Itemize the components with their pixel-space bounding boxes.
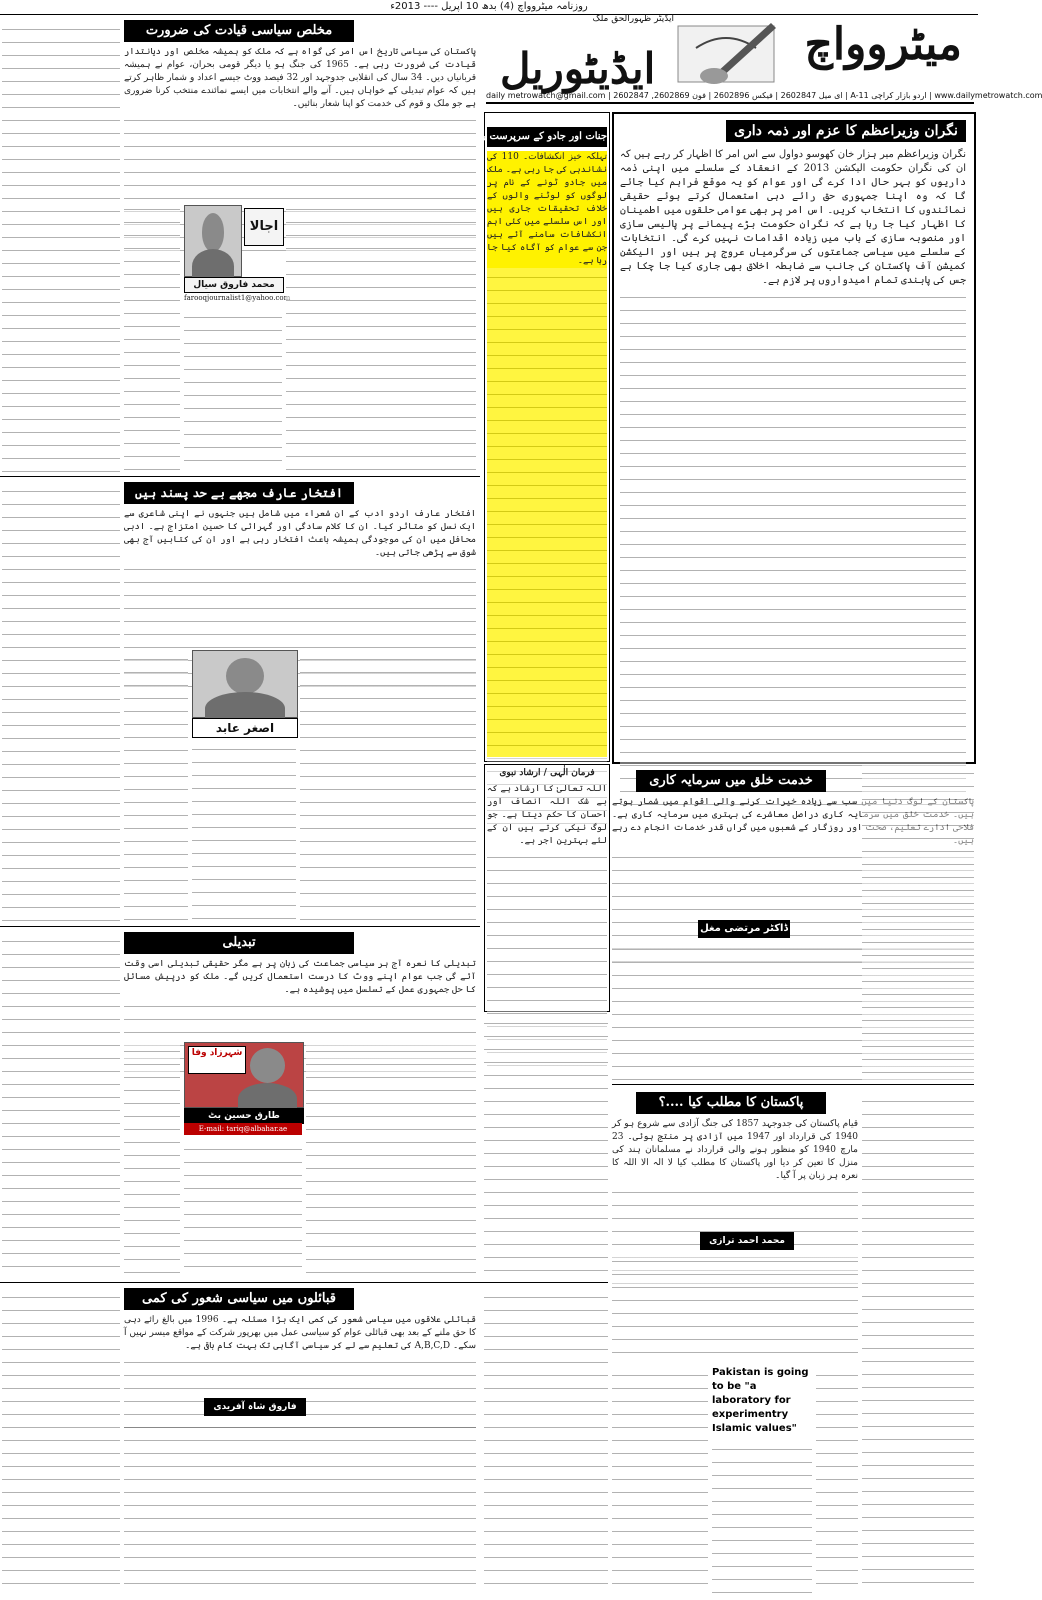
dateline: روزنامہ میٹروواچ (4) بدھ 10 اپریل ---- 2013ء (0, 0, 978, 15)
column-body-5b (612, 1252, 858, 1362)
text-filler (124, 200, 180, 472)
hadith-box (484, 764, 610, 1012)
yellow-story-box (478, 112, 610, 762)
text-filler (862, 764, 974, 1080)
column-body-5c (612, 1366, 708, 1594)
column-text-3: پاکستان کے لوگ دنیا میں سب سے زیادہ خیرات کرنے والی اقوام میں شمار ہوتے ہیں۔ خدمت خلق میں سرمایہ کاری دراصل معاشرے کی بہتری میں سرمایہ کاری ہے۔ فلاحی ادارے تعلیم، صحت اور روزگار کے شعبوں میں گراں قدر خدمات انجام دے رہے ہیں۔ (612, 797, 974, 846)
text-filler (300, 650, 476, 922)
column-title-5: پاکستان کا مطلب کیا ....؟ (636, 1092, 826, 1114)
column-title-3: خدمت خلق میں سرمایہ کاری (636, 770, 826, 792)
text-filler (816, 1366, 858, 1594)
column-body-1d (184, 308, 282, 472)
text-filler (2, 1288, 120, 1594)
column-text-6: قبائلی علاقوں میں سیاسی شعور کی کمی ایک بڑا مسئلہ ہے۔ 1996 میں بالغ رائے دہی کا حق ملنے کے بعد بھی قبائلی عوام کو سیاسی عمل میں بھرپور شرکت کے مواقع میسر نہیں آ سکے۔ A,B,C,D کی تعلیم سے لے کر سیاسی آگاہی تک بہت کام باقی ہے۔ (123, 1315, 476, 1351)
column-text-5: قیام پاکستان کی جدوجہد 1857 کی جنگ آزادی سے شروع ہو کر 1940 کی قرارداد اور 1947 میں آزادی پر منتج ہوئی۔ 23 مارچ 1940 کو منظور ہونے والی قرارداد نے مسلمانان ہند کی منزل کا تعین کر دیا اور پاکستان کا مطلب کیا لا الہ الا اللہ کا نعرہ ہر زبان پر آ گیا۔ (612, 1119, 858, 1181)
text-filler (612, 1366, 708, 1594)
text-filler (487, 268, 607, 828)
text-filler (484, 1288, 608, 1594)
column-title-1: مخلص سیاسی قیادت کی ضرورت (124, 20, 354, 42)
far-right-column-2 (862, 1092, 974, 1594)
author-name-5: محمد احمد ترازی (700, 1232, 794, 1250)
author-name-2: اصغر عابد (192, 718, 298, 738)
column-body-4b (124, 958, 476, 1038)
center-column (484, 1014, 608, 1278)
column-body-2c (124, 650, 188, 922)
divider (0, 1282, 608, 1283)
paper-name: میٹروواچ (804, 19, 962, 70)
hadith-title: فرمان الٰہی / ارشاد نبوی (499, 768, 595, 778)
column-text-4: تبدیلی کا نعرہ آج ہر سیاسی جماعت کی زبان پر ہے مگر حقیقی تبدیلی اسی وقت آئے گی جب عوام اپنے ووٹ کا درست استعمال کریں گے۔ ملک کو درپیش مسائل کا حل جمہوری عمل کے تسلسل میں پوشیدہ ہے۔ (124, 959, 476, 995)
text-filler (2, 20, 120, 472)
column-body-2b (124, 508, 476, 646)
yellow-story-text: تہلکہ خیز انکشافات۔ 110 کی نشاندہی کی جا رہی ہے۔ ملک میں جادو ٹونے کے نام پر لوگوں کو لوٹنے والوں کے خلاف تحقیقات جاری ہیں اور اس سلسلے میں کئی اہم انکشافات سامنے آئے ہیں جن سے عوام کو آگاہ کیا جا رہا ہے۔ (487, 152, 607, 266)
column-title-4: تبدیلی (124, 932, 354, 954)
column-body-1b (124, 200, 180, 472)
column-text-1: پاکستان کی سیاسی تاریخ اس امر کی گواہ ہے کہ ملک کو ہمیشہ مخلص اور دیانتدار قیادت کی ضرورت رہی ہے۔ 1965 کی جنگ ہو یا دیگر قومی بحران، عوام نے ہمیشہ قربانیاں دیں۔ 34 سال کی انقلابی جدوجہد اور 32 فیصد ووٹ جیسے اعداد و شمار ظاہر کرتے ہیں کہ عوام تبدیلی کے خواہاں ہیں۔ آنے والے انتخابات میں ایسے نمائندے منتخب کرنا ضروری ہے جو ملک و قوم کی خدمت کو اپنا شعار بنائیں۔ (124, 47, 476, 109)
text-filler (124, 650, 188, 922)
column-body-4a (2, 932, 120, 1278)
editorial-box (612, 112, 976, 764)
text-filler (184, 1140, 302, 1278)
hadith-body (487, 783, 607, 1007)
text-filler (2, 932, 120, 1278)
masthead (486, 14, 1042, 104)
column-title-6: قبائلوں میں سیاسی شعور کی کمی (124, 1288, 354, 1310)
column-logo-1: اجالا (244, 208, 284, 246)
editorial-title: نگران وزیراعظم کا عزم اور ذمہ داری (726, 120, 966, 142)
text-filler (124, 1042, 180, 1278)
author-email-4: E-mail: tariq@albahar.ae (184, 1123, 302, 1135)
text-filler (862, 1092, 974, 1594)
column-body-6b (124, 1314, 476, 1394)
divider (0, 476, 480, 477)
far-right-column (862, 764, 974, 1080)
yellow-story-body (487, 151, 607, 757)
author-photo-2 (192, 650, 298, 718)
column-body-5a (612, 1118, 858, 1228)
column-body-1a (124, 46, 476, 196)
text-filler (612, 1252, 858, 1362)
text-filler (484, 1014, 608, 1278)
editorial-body (620, 148, 966, 754)
text-filler (286, 200, 476, 472)
text-filler (124, 1418, 476, 1594)
far-left-column (2, 20, 120, 472)
divider (0, 926, 480, 927)
text-filler (2, 482, 120, 922)
column-body-4c (124, 1042, 180, 1278)
author-email-1: farooqjournalist1@yahoo.com (184, 294, 291, 302)
column-body-1c (286, 200, 476, 472)
text-filler (306, 1042, 476, 1278)
author-name-3: ڈاکٹر مرتضی مغل (698, 920, 790, 938)
section-title: ایڈیٹوریل (500, 44, 656, 93)
column-body-2a (2, 482, 120, 922)
text-filler (620, 288, 966, 808)
column-body-2d (300, 650, 476, 922)
text-filler (184, 308, 282, 472)
editor-line: ایڈیٹر ظہورالحق ملک (592, 14, 674, 24)
yellow-story-title: جنات اور جادو کے سرپرست را (487, 127, 607, 147)
english-quote: Pakistan is going to be "a laboratory for experimentry Islamic values" (712, 1367, 809, 1434)
hadith-text: اللہ تعالیٰ کا ارشاد ہے کہ بے شک اللہ انصاف اور احسان کا حکم دیتا ہے۔ جو لوگ نیکی کرتے ہیں ان کے لئے بہترین اجر ہے۔ (487, 784, 607, 846)
center-column-2 (484, 1288, 608, 1594)
column-body-4e (184, 1140, 302, 1278)
author-name-6: فاروق شاہ آفریدی (204, 1398, 306, 1416)
divider (612, 1084, 974, 1085)
hand-pen-icon (676, 18, 786, 88)
text-filler (712, 1440, 812, 1594)
column-text-2: افتخار عارف اردو ادب کے ان شعراء میں شامل ہیں جنہوں نے اپنی شاعری سے ایک نسل کو متاثر کیا۔ ان کا کلام سادگی اور گہرائی کا حسین امتزاج ہے۔ ادبی محافل میں ان کی موجودگی ہمیشہ باعث افتخار رہی ہے اور ان کی کتابیں آج بھی شوق سے پڑھی جاتی ہیں۔ (124, 509, 476, 558)
column-logo-4: شہرزاد وفا (188, 1046, 246, 1074)
author-name-1: محمد فاروق سیال (184, 277, 284, 293)
column-title-2: افتخار عارف مجھے بے حد پسند ہیں (124, 482, 354, 504)
author-photo-1 (184, 205, 242, 277)
text-filler (192, 740, 296, 922)
column-body-5d (816, 1366, 858, 1594)
author-name-4: طارق حسین بٹ (184, 1108, 304, 1124)
column-body-4d (306, 1042, 476, 1278)
editorial-text: نگران وزیراعظم میر ہزار خان کھوسو دواول سے اس امر کا اظہار کر رہے ہیں کہ ان کی نگران حکومت الیکشن 2013 کے انعقاد کے سلسلے میں اپنی ذمہ داریوں کو بہر حال ادا کرے گی اور عوام کو یہ موقع فراہم کیا جائے گا کہ وہ اپنا جمہوری حق رائے دہی استعمال کرتے ہوئے حقیقی نمائندوں کا انتخاب کریں۔ اس امر پر بھی عوامی حلقوں میں اطمینان کا اظہار کیا جا رہا ہے کہ نگران حکومت بڑے پیمانے پر پالیسی سازی اور منصوبہ سازی کے باب میں زیادہ اقدامات نہیں کرے گی۔ انتخابات کے سلسلے میں سیاسی جماعتوں کی سرگرمیاں عروج پر ہیں اور الیکشن کمیشن آف پاکستان کی جانب سے ضابطہ اخلاق بھی جاری کیا جا چکا ہے جس کی پابندی تمام امیدواروں پر لازم ہے۔ (620, 149, 966, 286)
column-body-6a (2, 1288, 120, 1594)
column-body-5e (712, 1440, 812, 1594)
column-body-6c (124, 1418, 476, 1594)
column-body-2e (192, 740, 296, 922)
contact-line: daily metrowatch@gmail.com | ای میل 2602847 | فیکس 2602896 | فون 2602869, 2602847 | A-11 اردو بازار کراچی | www.dailymetrowatch.com (486, 91, 1042, 100)
